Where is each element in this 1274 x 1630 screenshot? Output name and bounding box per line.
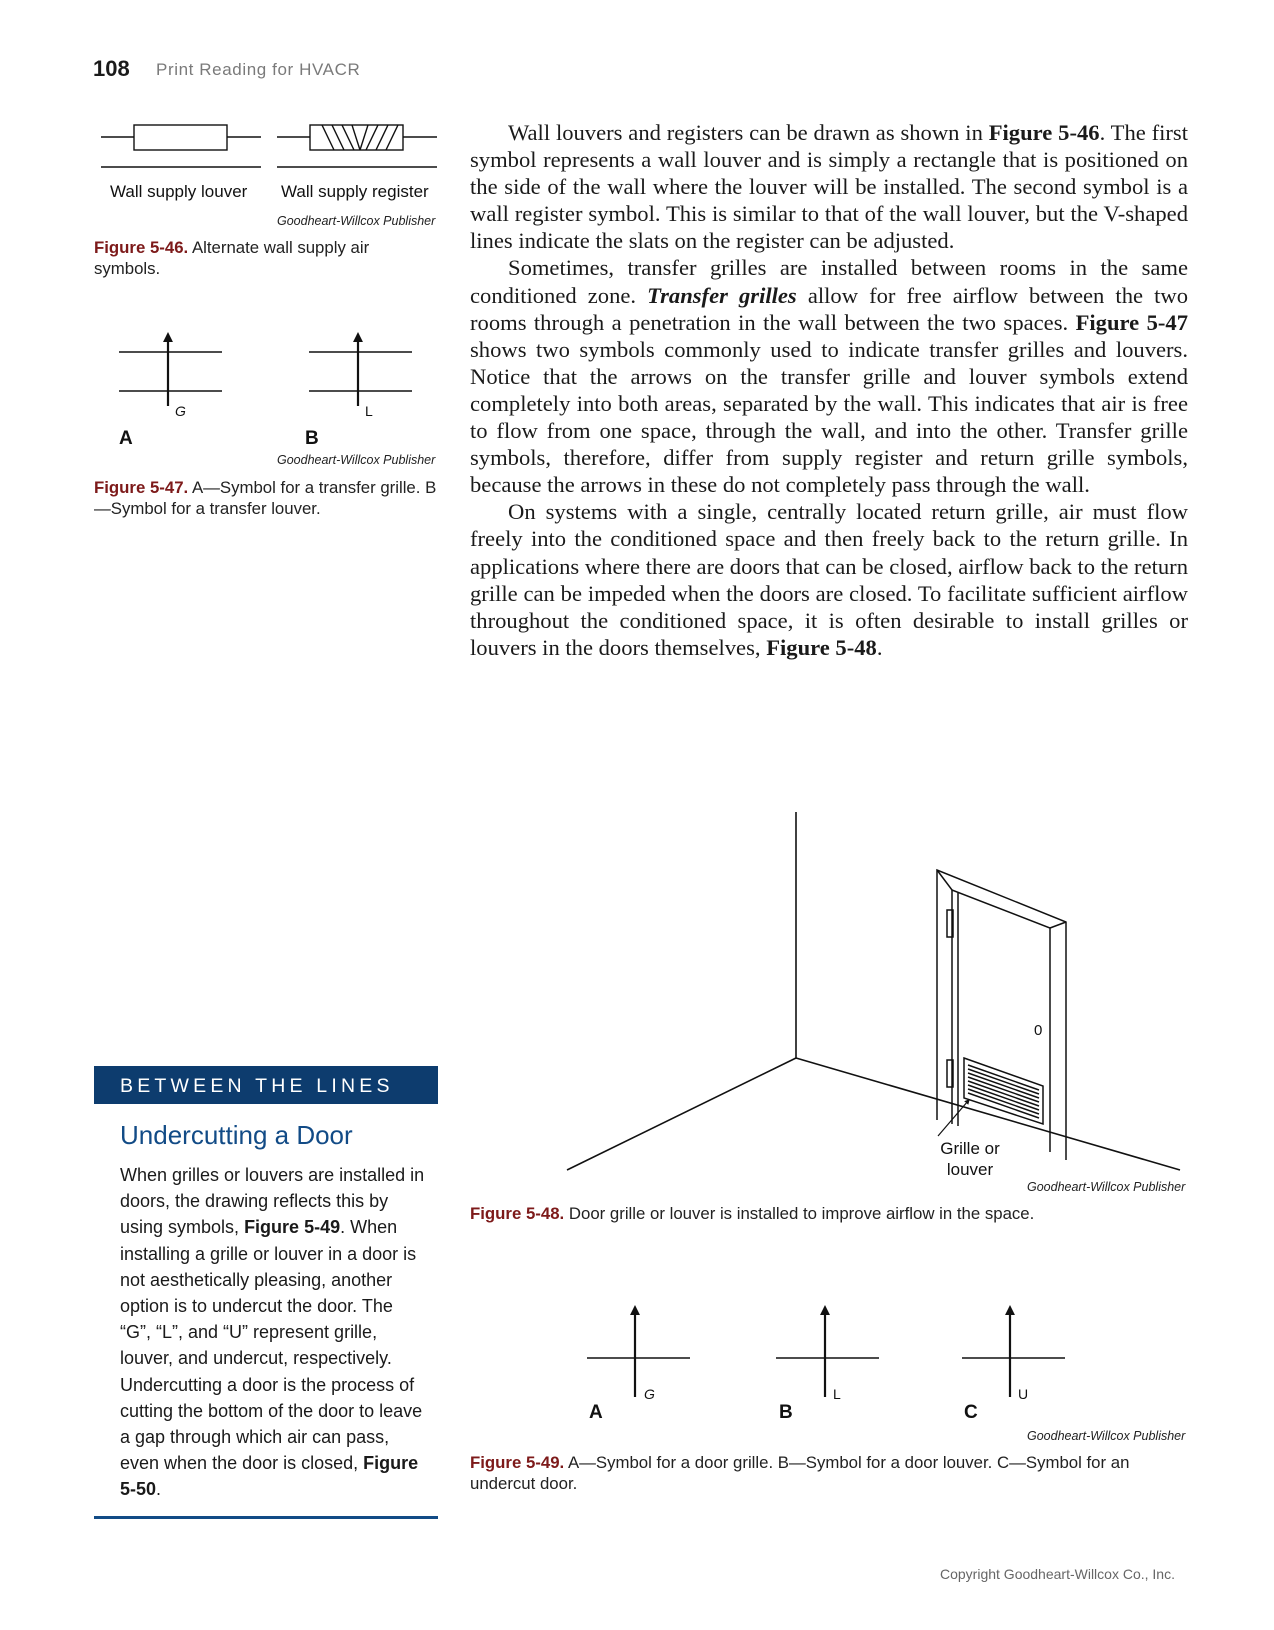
fig548-caption-text: Door grille or louver is installed to improve airflow in the space. <box>564 1204 1035 1223</box>
copyright: Copyright Goodheart-Willcox Co., Inc. <box>940 1566 1175 1582</box>
sidebar-banner-text: BETWEEN THE LINES <box>120 1075 394 1097</box>
fig547-caption-text: A—Symbol for a transfer grille. B—Symbol for a transfer louver. <box>94 478 437 518</box>
fig549-credit: Goodheart-Willcox Publisher <box>1027 1429 1186 1443</box>
text-run: . <box>876 634 883 660</box>
fig548-credit: Goodheart-Willcox Publisher <box>1027 1180 1186 1194</box>
fig549-letter-c: C <box>964 1402 978 1423</box>
fig547-credit: Goodheart-Willcox Publisher <box>277 453 436 467</box>
sidebar-bottom-rule <box>94 1516 438 1519</box>
emphasis-text: Figure 5-49 <box>244 1217 341 1238</box>
wall-supply-louver-symbol <box>101 125 261 167</box>
wall-supply-register-label: Wall supply register <box>281 182 429 201</box>
emphasis-text: Figure 5-46 <box>988 120 1100 145</box>
text-run: . <box>156 1479 162 1500</box>
fig548-caption <box>470 1203 1190 1224</box>
sidebar-text <box>120 1162 425 1503</box>
text-run: . The first symbol represents a wall louver and is simply a rectangle that is positioned on the side of the wall where the louver will be installed. The second symbol is a wall register symbol. This is similar to that of the wall louver, but the V-shaped lines indicate the slats on the register can be adjusted. <box>470 120 1189 254</box>
wall-supply-register-symbol <box>277 125 437 167</box>
text-run: On systems with a single, centrally located return grille, air must flow freely into the conditioned space and then freely back to the return grille. In applications where there are doors that can be closed, airflow back to the return grille can be impeded when the doors are closed. To facilitate sufficient airflow throughout the conditioned space, it is often desirable to install grilles or louvers in the doors themselves, <box>470 499 1188 660</box>
transfer-louver-symbol <box>309 337 412 406</box>
fig547-letter-a: A <box>119 428 133 449</box>
fig547-caption <box>94 477 438 519</box>
fig547-tag-g: G <box>175 403 186 419</box>
text-run: shows two symbols commonly used to indicate transfer grilles and louvers. Notice that the arrows on the transfer grille and louver symbols extend completely into both areas, separated by the wall. This indicates that air is free to flow from one space, through the wall, and into the other. Transfer grille symbols, therefore, differ from supply register and return grille symbols, because the arrows in these do not completely pass through the wall. <box>470 336 1188 498</box>
emphasis-text: Figure 5-47 <box>1075 309 1189 335</box>
fig549-tag-g: G <box>644 1386 655 1402</box>
text-run: . When installing a grille or louver in a door is not aesthetically pleasing, another option is to undercut the door. The “G”, “L”, and “U” represent grille, louver, and undercut, respectively. Undercutting a door is the process of cutting the bottom of the door to leave a gap through which air can pass, even when the door is closed, <box>120 1217 423 1474</box>
text-run: When grilles or louvers are installed in doors, the drawing reflects this by using symbols, <box>120 1165 425 1238</box>
fig547-caption-number: Figure 5-47. <box>94 478 189 497</box>
callout-line-1: Grille or <box>940 1139 1000 1158</box>
sidebar-title: Undercutting a Door <box>120 1120 353 1150</box>
fig546-caption-text: Alternate wall supply air symbols. <box>94 238 370 278</box>
fig546-credit: Goodheart-Willcox Publisher <box>277 214 436 228</box>
wall-supply-louver-label: Wall supply louver <box>110 182 248 201</box>
text-run: allow for free airflow between the two rooms through a penetration in the wall between the two spaces. <box>470 282 1188 335</box>
text-run: Wall louvers and registers can be drawn as shown in <box>508 120 989 145</box>
fig549-caption <box>470 1452 1190 1494</box>
transfer-grille-symbol <box>119 337 222 406</box>
fig549-caption-number: Figure 5-49. <box>470 1453 565 1472</box>
text-run: Sometimes, transfer grilles are installed between rooms in the same conditioned zone. <box>470 255 1188 308</box>
undercut-door-symbol <box>962 1310 1065 1397</box>
fig549-caption-text: A—Symbol for a door grille. B—Symbol for a door louver. C—Symbol for an undercut door. <box>470 1453 1130 1493</box>
room-corner-drawing <box>567 812 1180 1170</box>
callout-line-2: louver <box>946 1160 994 1179</box>
fig546-caption <box>94 237 438 279</box>
running-head: Print Reading for HVACR <box>156 60 361 79</box>
door-grille-symbol <box>587 1310 690 1397</box>
page-number: 108 <box>93 56 130 81</box>
callout-leader <box>938 1101 968 1136</box>
fig547-tag-l: L <box>365 403 373 419</box>
emphasis-text: Figure 5-50 <box>120 1453 419 1500</box>
emphasis-text: Transfer grilles <box>647 282 797 308</box>
fig549-tag-l: L <box>833 1386 841 1402</box>
fig549-letter-a: A <box>589 1402 603 1423</box>
door-drawing <box>937 870 1066 1160</box>
door-louver-symbol <box>776 1310 879 1397</box>
fig546-caption-number: Figure 5-46. <box>94 238 189 257</box>
grille-louver-callout <box>900 1138 1040 1180</box>
fig547-letter-b: B <box>305 428 319 449</box>
fig549-tag-u: U <box>1018 1386 1029 1402</box>
fig549-letter-b: B <box>779 1402 793 1423</box>
fig548-caption-number: Figure 5-48. <box>470 1204 565 1223</box>
door-knob-mark: 0 <box>1034 1022 1043 1039</box>
emphasis-text: Figure 5-48 <box>766 634 877 660</box>
